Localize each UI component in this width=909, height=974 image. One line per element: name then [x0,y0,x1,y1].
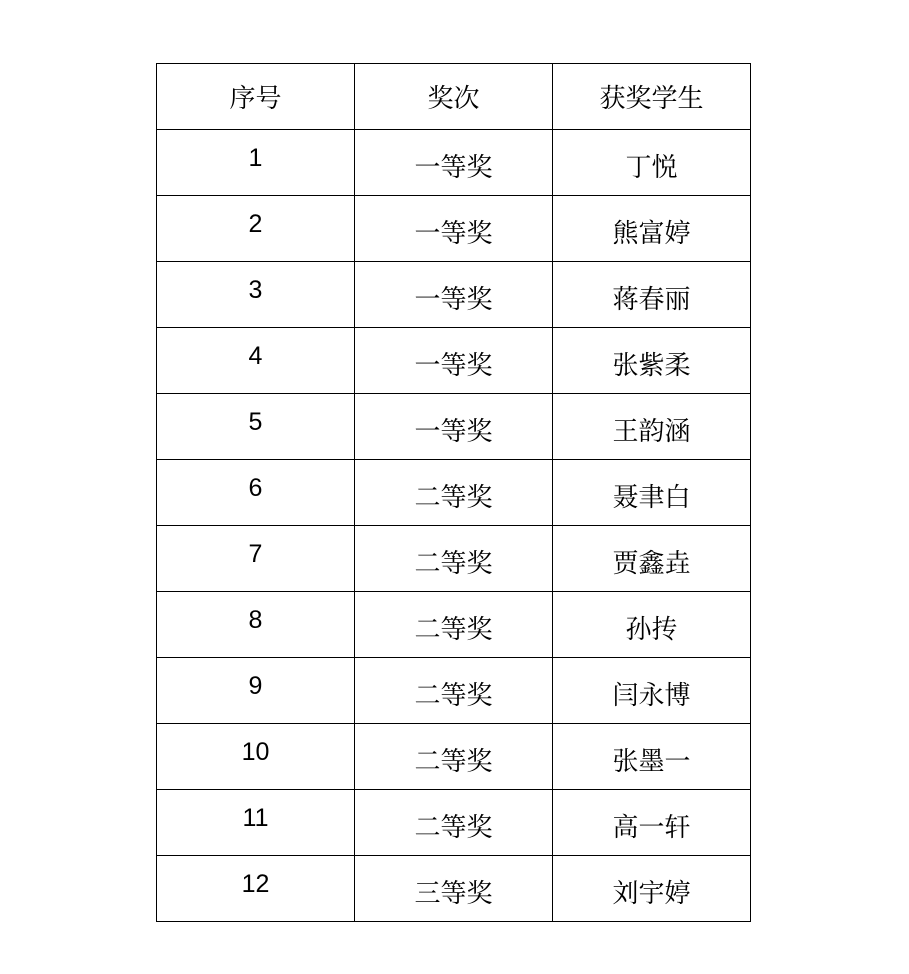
header-student: 获奖学生 [553,64,751,130]
table-row [157,262,751,328]
row-index: 5 [157,394,355,460]
row-index: 7 [157,526,355,592]
row-student: 聂聿白 [553,460,751,526]
row-index: 9 [157,658,355,724]
row-award: 二等奖 [355,592,553,658]
table-row [157,856,751,922]
row-award: 二等奖 [355,526,553,592]
row-student: 孙抟 [553,592,751,658]
row-index: 4 [157,328,355,394]
row-student: 张墨一 [553,724,751,790]
row-award: 二等奖 [355,658,553,724]
row-index: 2 [157,196,355,262]
table-row [157,196,751,262]
award-table [156,63,751,922]
row-index: 8 [157,592,355,658]
row-index: 1 [157,130,355,196]
table-row [157,526,751,592]
table-row [157,328,751,394]
table-header-row [157,64,751,130]
table-row [157,724,751,790]
row-award: 二等奖 [355,460,553,526]
row-award: 二等奖 [355,790,553,856]
row-award: 二等奖 [355,724,553,790]
row-student: 张紫柔 [553,328,751,394]
row-student: 刘宇婷 [553,856,751,922]
header-award: 奖次 [355,64,553,130]
row-index: 12 [157,856,355,922]
row-index: 11 [157,790,355,856]
header-index: 序号 [157,64,355,130]
row-award: 一等奖 [355,196,553,262]
row-award: 一等奖 [355,394,553,460]
row-student: 熊富婷 [553,196,751,262]
row-index: 3 [157,262,355,328]
row-student: 丁悦 [553,130,751,196]
row-index: 6 [157,460,355,526]
row-student: 高一轩 [553,790,751,856]
row-student: 蒋春丽 [553,262,751,328]
row-award: 一等奖 [355,130,553,196]
table-row [157,658,751,724]
table-row [157,460,751,526]
table-row [157,394,751,460]
table-row [157,790,751,856]
row-award: 三等奖 [355,856,553,922]
row-award: 一等奖 [355,328,553,394]
row-student: 王韵涵 [553,394,751,460]
row-student: 贾鑫垚 [553,526,751,592]
row-award: 一等奖 [355,262,553,328]
table-row [157,592,751,658]
row-student: 闫永博 [553,658,751,724]
table-row [157,130,751,196]
row-index: 10 [157,724,355,790]
